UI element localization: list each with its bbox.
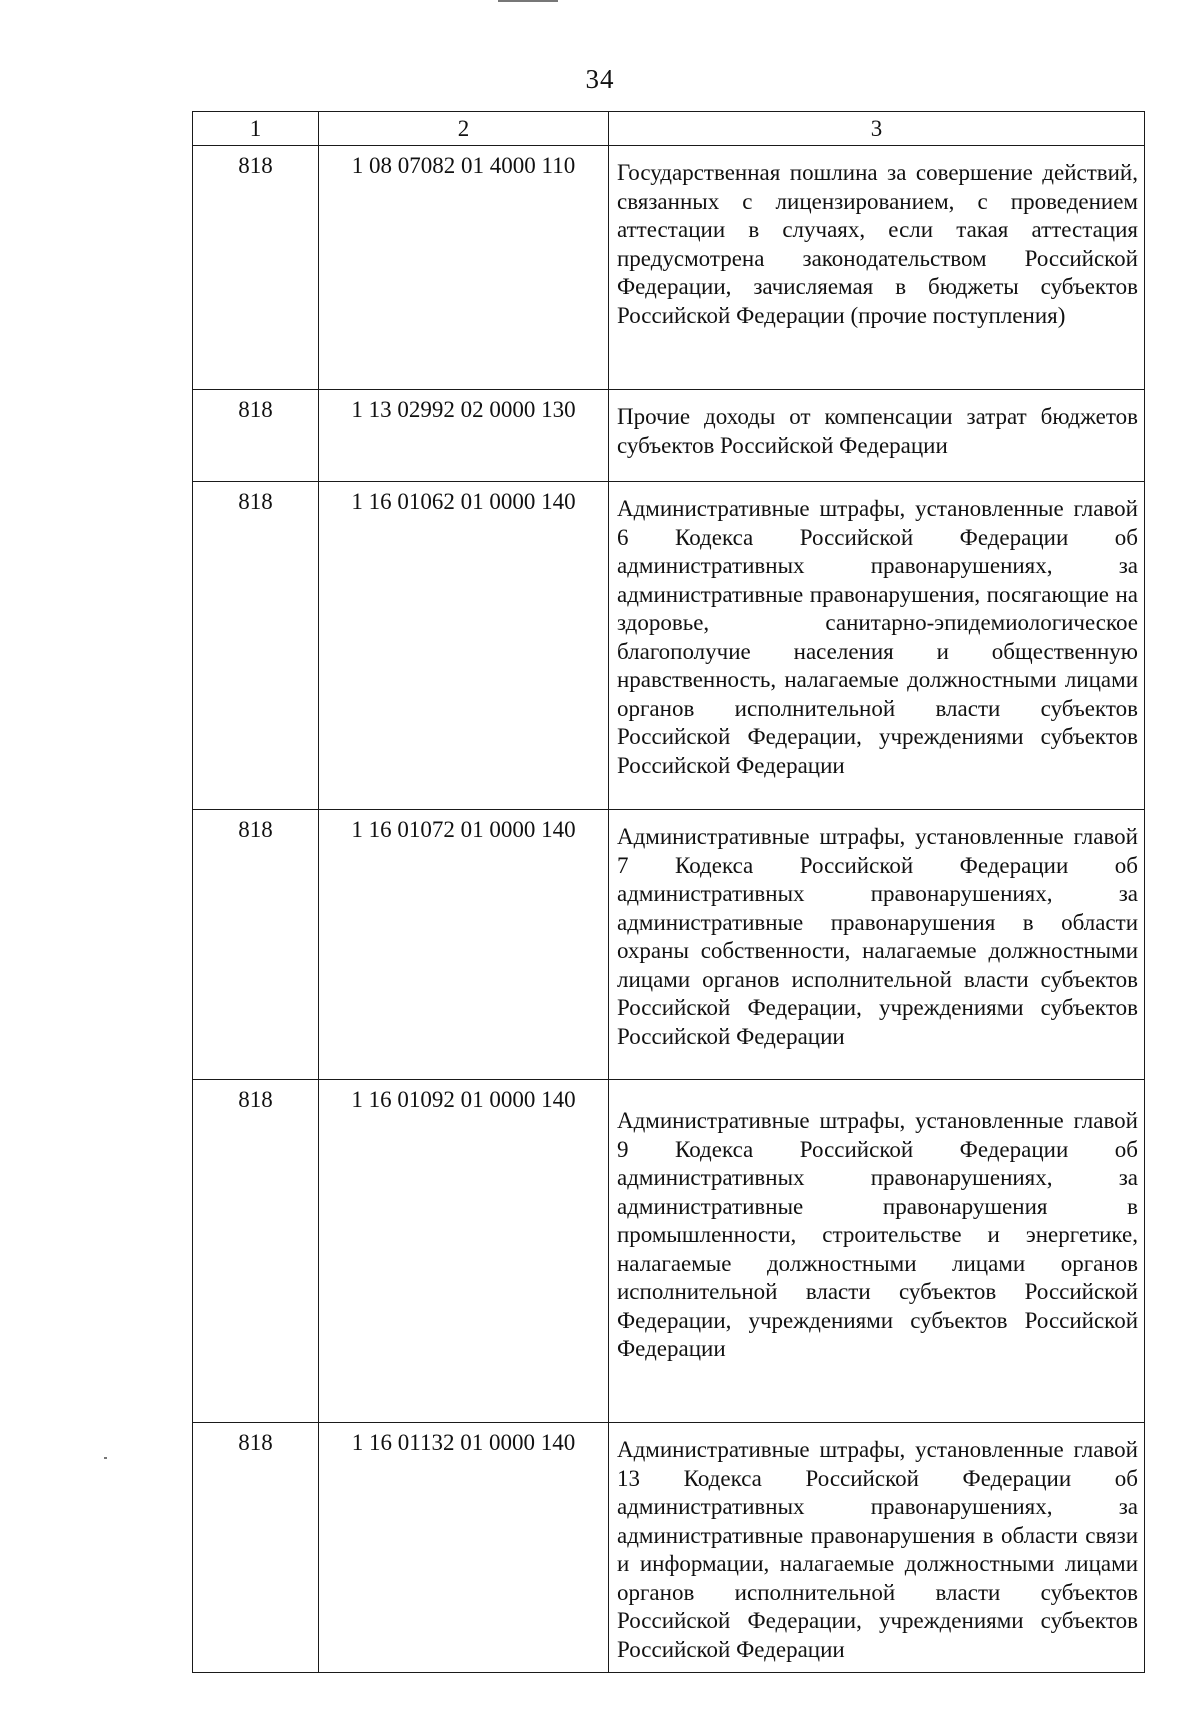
page-number: 34: [585, 64, 615, 94]
budget-code-cell: 1 08 07082 01 4000 110: [319, 146, 609, 390]
table-row: [193, 1080, 1145, 1423]
budget-code-cell: 1 16 01072 01 0000 140: [319, 810, 609, 1080]
income-name-cell: Прочие доходы от компенсации затрат бюджетов субъектов Российской Федерации: [609, 390, 1145, 482]
column-header-1: 1: [193, 112, 319, 146]
admin-code-cell: 818: [193, 1423, 319, 1673]
admin-code-cell: 818: [193, 1080, 319, 1423]
income-codes-table: [192, 111, 1145, 1673]
admin-code-cell: 818: [193, 390, 319, 482]
admin-code-cell: 818: [193, 146, 319, 390]
budget-code-cell: 1 16 01092 01 0000 140: [319, 1080, 609, 1423]
table-row: [193, 390, 1145, 482]
income-name-cell: Административные штрафы, установленные главой 7 Кодекса Российской Федерации об административных правонарушениях, за административные правонарушения в области охраны собственности, налагаемые должностными лицами органов исполнительной власти субъектов Российской Федерации, учреждениями субъектов Российской Федерации: [609, 810, 1145, 1080]
column-header-3: 3: [609, 112, 1145, 146]
table-row: [193, 810, 1145, 1080]
scan-artifact-top: [498, 0, 558, 2]
table-row: [193, 482, 1145, 810]
budget-code-cell: 1 13 02992 02 0000 130: [319, 390, 609, 482]
income-name-cell: Административные штрафы, установленные главой 13 Кодекса Российской Федерации об административных правонарушениях, за административные правонарушения в области связи и информации, налагаемые должностными лицами органов исполнительной власти субъектов Российской Федерации, учреждениями субъектов Российской Федерации: [609, 1423, 1145, 1673]
table-row: [193, 146, 1145, 390]
admin-code-cell: 818: [193, 482, 319, 810]
income-name-cell: Государственная пошлина за совершение действий, связанных с лицензированием, с проведением аттестации в случаях, если такая аттестация предусмотрена законодательством Российской Федерации, зачисляемая в бюджеты субъектов Российской Федерации (прочие поступления): [609, 146, 1145, 390]
table-row: [193, 1423, 1145, 1673]
admin-code-cell: 818: [193, 810, 319, 1080]
income-name-cell: Административные штрафы, установленные главой 9 Кодекса Российской Федерации об административных правонарушениях, за административные правонарушения в промышленности, строительстве и энергетике, налагаемые должностными лицами органов исполнительной власти субъектов Российской Федерации, учреждениями субъектов Российской Федерации: [609, 1080, 1145, 1423]
income-name-cell: Административные штрафы, установленные главой 6 Кодекса Российской Федерации об административных правонарушениях, за административные правонарушения, посягающие на здоровье, санитарно-эпидемиологическое благополучие населения и общественную нравственность, налагаемые должностными лицами органов исполнительной власти субъектов Российской Федерации, учреждениями субъектов Российской Федерации: [609, 482, 1145, 810]
budget-code-cell: 1 16 01062 01 0000 140: [319, 482, 609, 810]
scan-artifact-left: [104, 1457, 107, 1459]
column-header-2: 2: [319, 112, 609, 146]
budget-code-cell: 1 16 01132 01 0000 140: [319, 1423, 609, 1673]
table-header-row: [193, 112, 1145, 146]
